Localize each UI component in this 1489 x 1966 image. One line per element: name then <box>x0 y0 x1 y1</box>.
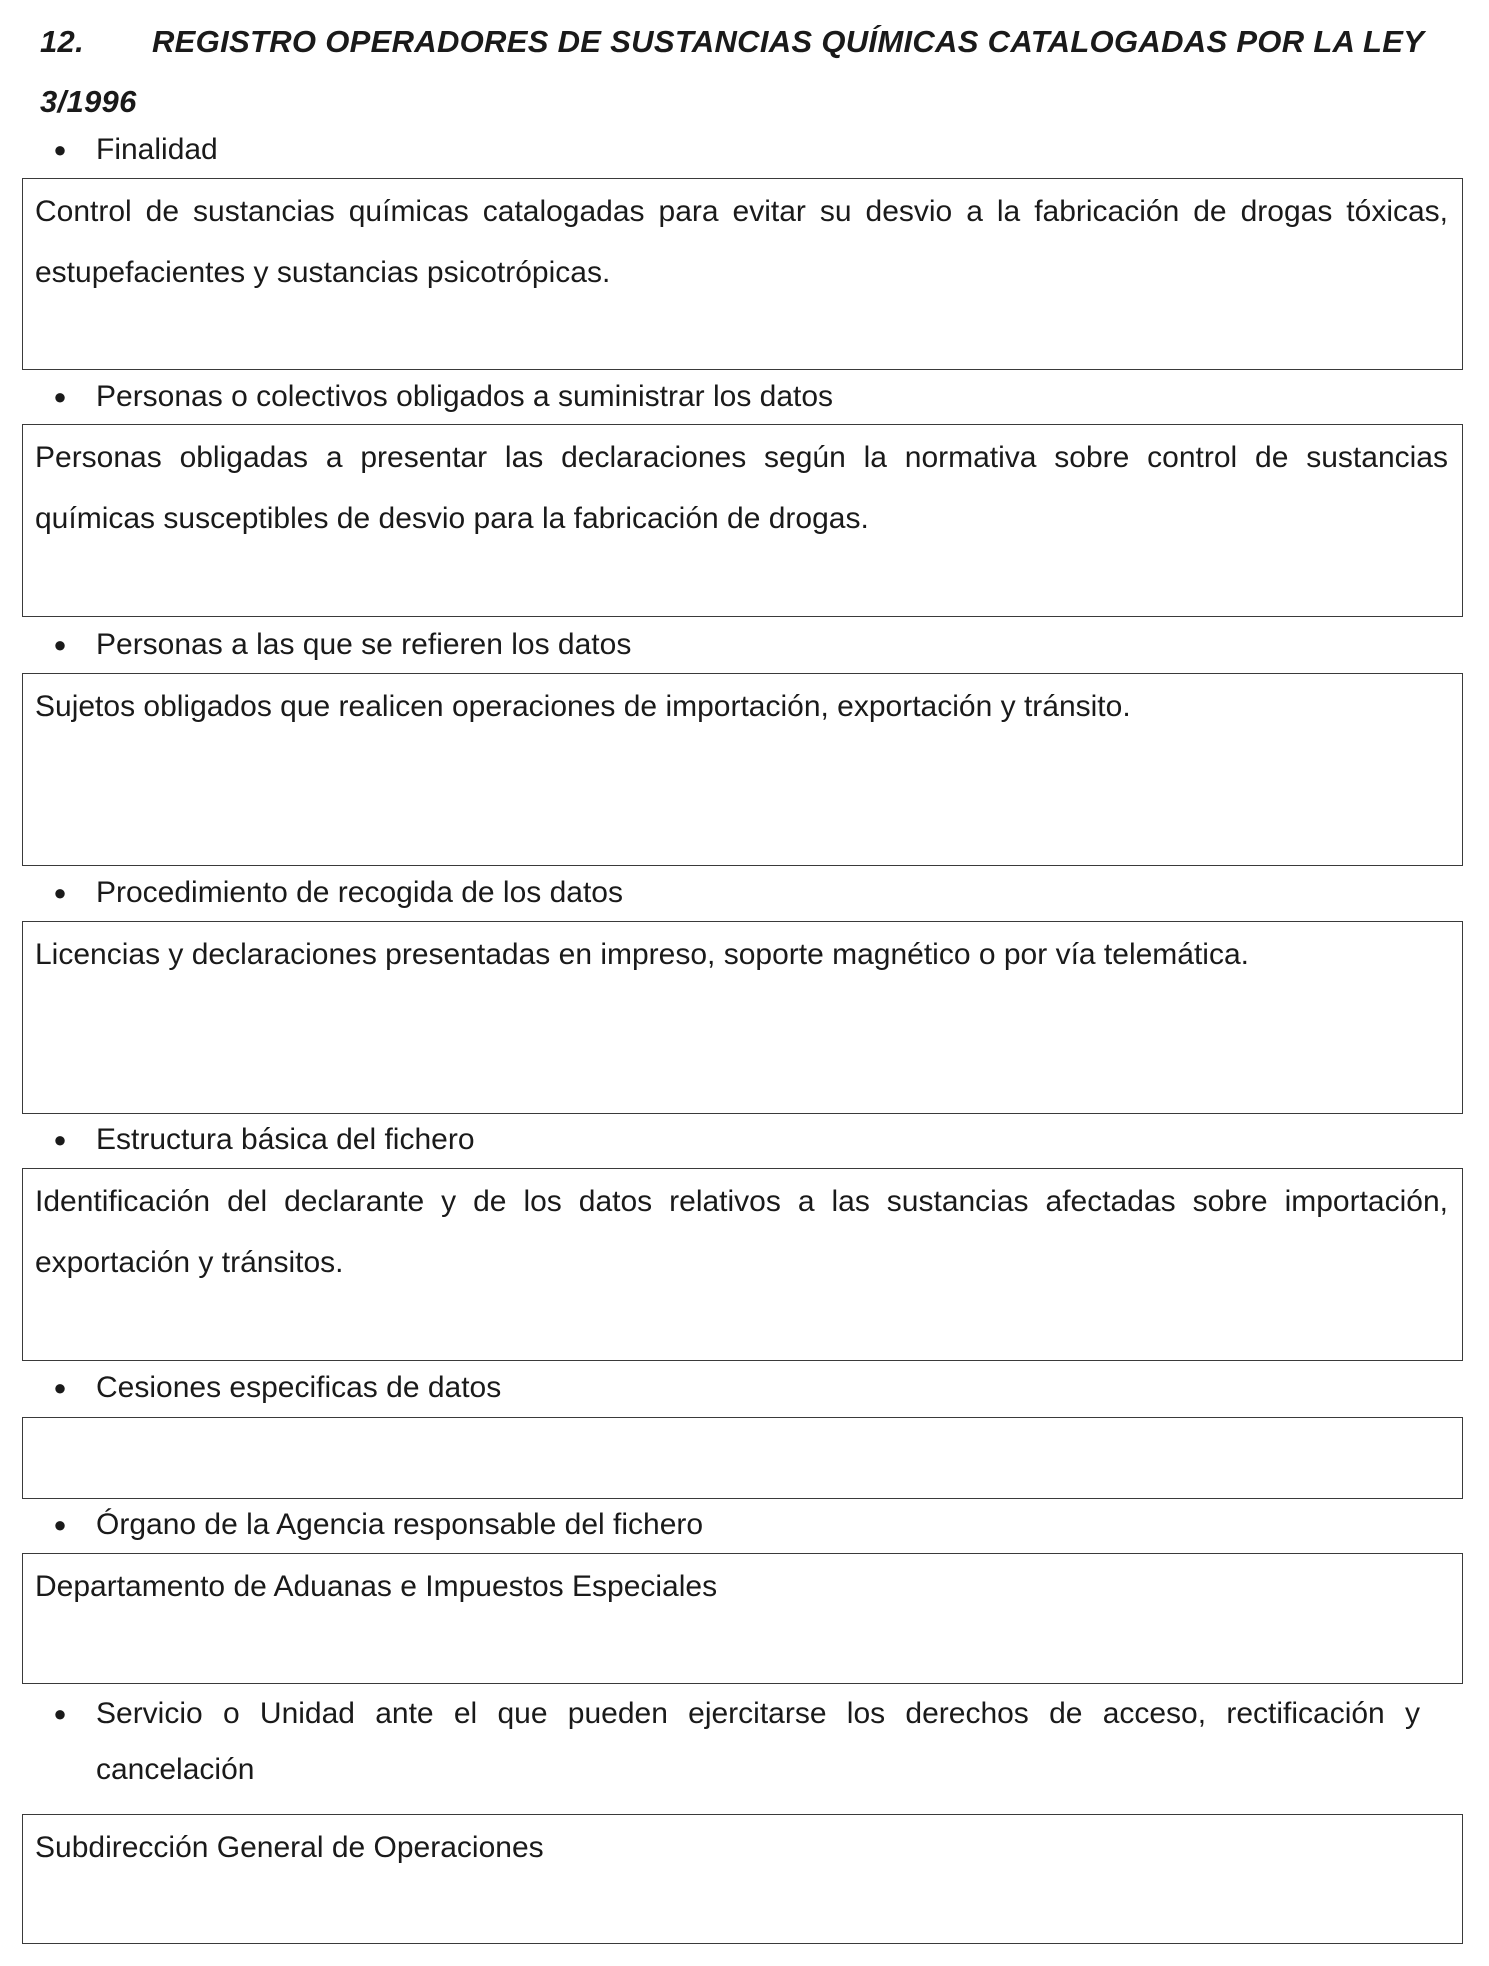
bullet-icon: ● <box>53 137 67 162</box>
bullet-icon: ● <box>53 1512 67 1537</box>
field-text-obligados: Personas obligadas a presentar las declaraciones según la normativa sobre control de sustancias químicas susceptibles de desvio para la fabricación de drogas. <box>35 441 1448 535</box>
field-text-organo: Departamento de Aduanas e Impuestos Especiales <box>35 1570 718 1603</box>
field-text-finalidad: Control de sustancias químicas catalogadas para evitar su desvio a la fabricación de drogas tóxicas, estupefacientes y sustancias psicotrópicas. <box>35 195 1448 289</box>
field-text-estructura: Identificación del declarante y de los datos relativos a las sustancias afectadas sobre importación, exportación y tránsitos. <box>35 1185 1448 1279</box>
bullet-icon: ● <box>53 1127 67 1152</box>
field-box-referidos <box>22 673 1463 866</box>
field-box-finalidad <box>22 178 1463 370</box>
section-label-servicio: ● Servicio o Unidad ante el que pueden ejercitarse los derechos de acceso, rectificación y cancelación <box>40 1686 1420 1798</box>
field-box-organo <box>22 1553 1463 1684</box>
section-label-cesiones: ● Cesiones especificas de datos <box>40 1363 1440 1413</box>
heading-number: 12. <box>40 24 84 59</box>
field-box-cesiones <box>22 1417 1463 1499</box>
section-label-estructura: ● Estructura básica del fichero <box>40 1115 1440 1165</box>
bullet-icon: ● <box>53 1701 67 1726</box>
field-box-procedimiento <box>22 921 1463 1114</box>
field-box-servicio <box>22 1814 1463 1944</box>
field-box-estructura <box>22 1168 1463 1361</box>
section-label-obligados: ● Personas o colectivos obligados a suministrar los datos <box>40 372 1440 422</box>
field-text-referidos: Sujetos obligados que realicen operaciones de importación, exportación y tránsito. <box>35 690 1131 723</box>
bullet-icon: ● <box>53 880 67 905</box>
section-label-referidos: ● Personas a las que se refieren los datos <box>40 620 1440 670</box>
heading-title: REGISTRO OPERADORES DE SUSTANCIAS QUÍMICAS CATALOGADAS POR LA LEY 3/1996 <box>40 24 1424 119</box>
field-box-obligados <box>22 424 1463 617</box>
document-heading <box>40 12 1460 132</box>
bullet-icon: ● <box>53 1375 67 1400</box>
section-label-finalidad: ● Finalidad <box>40 125 1440 175</box>
field-text-procedimiento: Licencias y declaraciones presentadas en impreso, soporte magnético o por vía telemática. <box>35 938 1249 971</box>
bullet-icon: ● <box>53 632 67 657</box>
section-label-procedimiento: ● Procedimiento de recogida de los datos <box>40 868 1440 918</box>
section-label-organo: ● Órgano de la Agencia responsable del fichero <box>40 1500 1440 1550</box>
bullet-icon: ● <box>53 384 67 409</box>
field-text-servicio: Subdirección General de Operaciones <box>35 1831 544 1864</box>
